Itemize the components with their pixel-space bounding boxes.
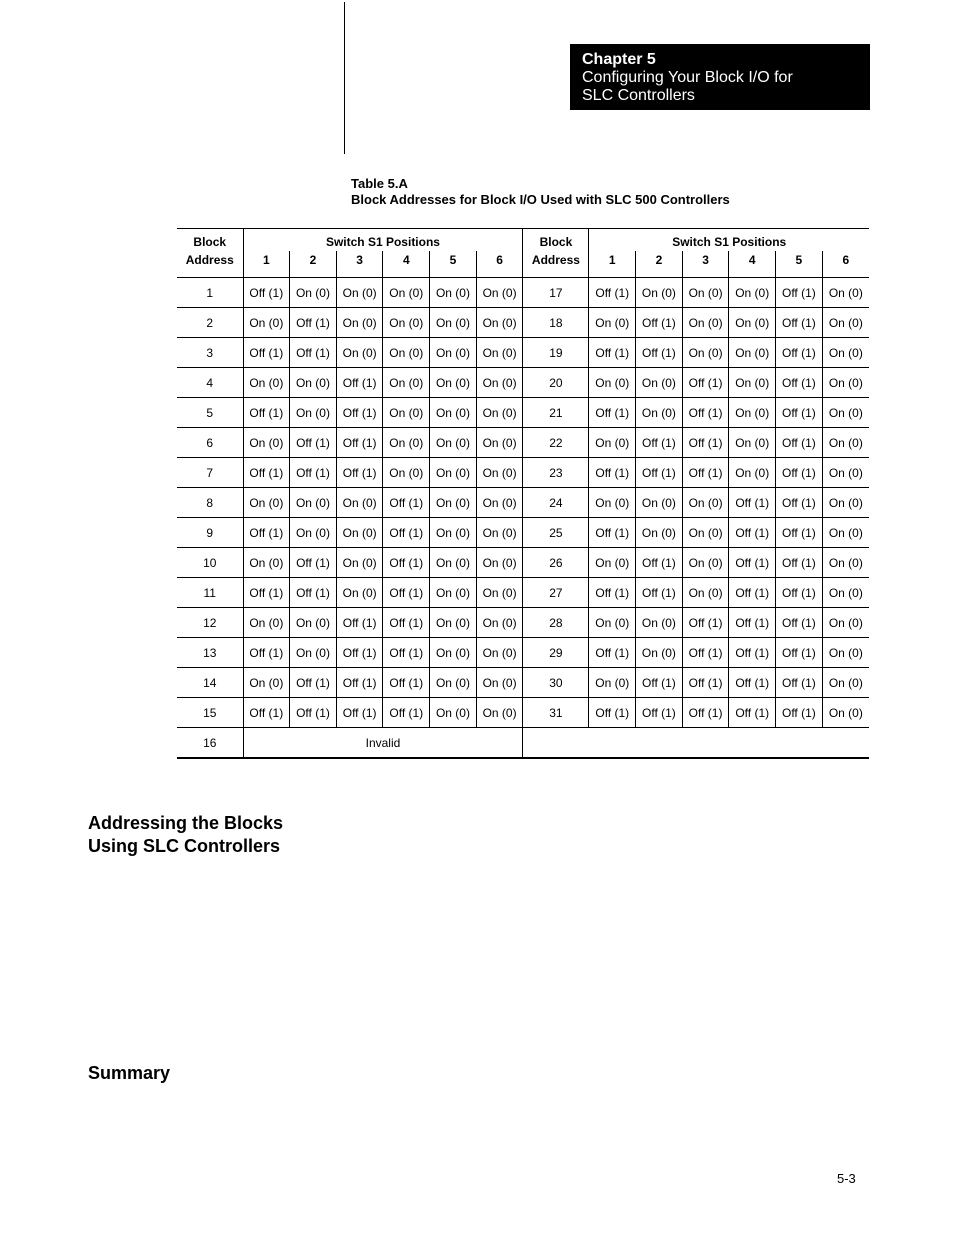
table-row <box>177 728 869 759</box>
switch-position-cell: On (0) <box>430 698 477 728</box>
switch-position-cell: On (0) <box>729 428 776 458</box>
switch-position-cell: Off (1) <box>729 608 776 638</box>
switch-position-cell: On (0) <box>430 638 477 668</box>
table-row <box>177 338 869 368</box>
header-switch-positions: Switch S1 Positions <box>589 229 869 252</box>
switch-position-cell: On (0) <box>430 338 477 368</box>
switch-position-cell: Off (1) <box>383 608 430 638</box>
position-header: 2 <box>636 251 683 278</box>
block-address-cell: 17 <box>523 278 589 308</box>
switch-position-cell: On (0) <box>682 548 729 578</box>
switch-position-cell: Off (1) <box>589 638 636 668</box>
switch-position-cell: On (0) <box>290 368 337 398</box>
chapter-label: Chapter 5 <box>582 51 656 68</box>
switch-position-cell: On (0) <box>476 578 523 608</box>
switch-position-cell: Off (1) <box>729 518 776 548</box>
switch-position-cell: On (0) <box>636 518 683 548</box>
block-address-cell: 30 <box>523 668 589 698</box>
switch-position-cell: Off (1) <box>729 638 776 668</box>
empty-cell <box>523 728 869 759</box>
switch-position-cell: On (0) <box>822 368 869 398</box>
switch-position-cell: On (0) <box>822 428 869 458</box>
table-row <box>177 608 869 638</box>
switch-position-cell: On (0) <box>383 278 430 308</box>
table-row <box>177 518 869 548</box>
switch-position-cell: Off (1) <box>336 428 383 458</box>
switch-position-cell: Off (1) <box>729 668 776 698</box>
switch-position-cell: On (0) <box>729 398 776 428</box>
switch-position-cell: Off (1) <box>729 578 776 608</box>
heading-line: Addressing the Blocks <box>88 813 284 833</box>
table-row <box>177 488 869 518</box>
switch-position-cell: Off (1) <box>776 698 823 728</box>
switch-position-cell: Off (1) <box>682 638 729 668</box>
switch-position-cell: On (0) <box>682 278 729 308</box>
block-address-cell: 9 <box>177 518 243 548</box>
block-address-cell: 14 <box>177 668 243 698</box>
switch-position-cell: Off (1) <box>290 698 337 728</box>
switch-position-cell: On (0) <box>476 548 523 578</box>
switch-position-cell: Off (1) <box>729 698 776 728</box>
position-header: 1 <box>243 251 290 278</box>
switch-position-cell: On (0) <box>476 428 523 458</box>
switch-position-cell: Off (1) <box>336 698 383 728</box>
switch-position-cell: On (0) <box>822 608 869 638</box>
switch-position-cell: On (0) <box>476 488 523 518</box>
switch-position-cell: On (0) <box>636 398 683 428</box>
switch-position-cell: Off (1) <box>636 698 683 728</box>
switch-position-cell: On (0) <box>430 428 477 458</box>
chapter-title-line1: Configuring Your Block I/O for <box>582 69 793 86</box>
block-address-cell: 4 <box>177 368 243 398</box>
block-address-cell: 13 <box>177 638 243 668</box>
switch-position-cell: On (0) <box>822 278 869 308</box>
switch-position-cell: On (0) <box>336 578 383 608</box>
block-address-cell: 24 <box>523 488 589 518</box>
block-address-cell: 25 <box>523 518 589 548</box>
switch-position-cell: On (0) <box>383 308 430 338</box>
switch-position-cell: On (0) <box>822 338 869 368</box>
switch-position-cell: Off (1) <box>682 668 729 698</box>
switch-position-cell: Off (1) <box>589 518 636 548</box>
switch-position-cell: Off (1) <box>336 668 383 698</box>
switch-position-cell: On (0) <box>430 518 477 548</box>
switch-position-cell: Off (1) <box>776 668 823 698</box>
switch-position-cell: On (0) <box>822 698 869 728</box>
switch-position-cell: On (0) <box>383 368 430 398</box>
switch-position-cell: Off (1) <box>243 398 290 428</box>
switch-position-cell: Off (1) <box>776 278 823 308</box>
switch-position-cell: On (0) <box>822 638 869 668</box>
switch-position-cell: On (0) <box>336 278 383 308</box>
block-address-cell: 26 <box>523 548 589 578</box>
position-header: 6 <box>476 251 523 278</box>
switch-position-cell: Off (1) <box>290 548 337 578</box>
switch-position-cell: On (0) <box>430 458 477 488</box>
switch-position-cell: On (0) <box>336 308 383 338</box>
switch-position-cell: Off (1) <box>636 338 683 368</box>
block-address-cell: 29 <box>523 638 589 668</box>
switch-position-cell: Off (1) <box>336 458 383 488</box>
switch-position-cell: Off (1) <box>383 638 430 668</box>
switch-position-cell: Off (1) <box>682 698 729 728</box>
switch-position-cell: On (0) <box>822 458 869 488</box>
switch-position-cell: Off (1) <box>776 518 823 548</box>
switch-position-cell: On (0) <box>336 548 383 578</box>
position-header: 2 <box>290 251 337 278</box>
switch-position-cell: On (0) <box>290 488 337 518</box>
block-address-cell: 12 <box>177 608 243 638</box>
switch-position-cell: On (0) <box>729 278 776 308</box>
block-address-cell: 6 <box>177 428 243 458</box>
table-row <box>177 668 869 698</box>
switch-position-cell: Off (1) <box>776 398 823 428</box>
block-address-cell: 8 <box>177 488 243 518</box>
switch-position-cell: On (0) <box>589 428 636 458</box>
switch-position-cell: On (0) <box>430 308 477 338</box>
position-header: 5 <box>430 251 477 278</box>
block-address-cell: 23 <box>523 458 589 488</box>
switch-position-cell: Off (1) <box>589 698 636 728</box>
switch-position-cell: Off (1) <box>682 458 729 488</box>
switch-position-cell: Off (1) <box>776 578 823 608</box>
switch-position-cell: On (0) <box>476 338 523 368</box>
position-header: 4 <box>729 251 776 278</box>
switch-position-cell: On (0) <box>243 548 290 578</box>
switch-position-cell: On (0) <box>682 308 729 338</box>
switch-position-cell: On (0) <box>682 338 729 368</box>
switch-position-cell: On (0) <box>243 668 290 698</box>
switch-position-cell: On (0) <box>636 488 683 518</box>
switch-position-cell: On (0) <box>430 578 477 608</box>
switch-position-cell: On (0) <box>243 428 290 458</box>
invalid-cell: Invalid <box>243 728 523 759</box>
switch-position-cell: Off (1) <box>776 428 823 458</box>
section-heading-addressing <box>88 812 283 858</box>
switch-position-cell: On (0) <box>290 518 337 548</box>
switch-position-cell: Off (1) <box>682 398 729 428</box>
position-header: 5 <box>776 251 823 278</box>
switch-position-cell: Off (1) <box>776 638 823 668</box>
switch-position-cell: On (0) <box>290 278 337 308</box>
block-address-cell: 22 <box>523 428 589 458</box>
switch-position-cell: Off (1) <box>776 458 823 488</box>
switch-position-cell: Off (1) <box>636 308 683 338</box>
block-address-cell: 5 <box>177 398 243 428</box>
switch-position-cell: Off (1) <box>776 308 823 338</box>
switch-position-cell: On (0) <box>476 608 523 638</box>
header-block: Block <box>523 229 589 252</box>
switch-position-cell: On (0) <box>290 608 337 638</box>
switch-position-cell: On (0) <box>430 548 477 578</box>
switch-position-cell: Off (1) <box>383 548 430 578</box>
switch-position-cell: Off (1) <box>290 458 337 488</box>
switch-position-cell: On (0) <box>243 488 290 518</box>
table-row <box>177 428 869 458</box>
switch-position-cell: On (0) <box>729 338 776 368</box>
switch-position-cell: On (0) <box>476 368 523 398</box>
switch-position-cell: Off (1) <box>589 578 636 608</box>
header-block: Block <box>193 235 227 249</box>
switch-position-cell: Off (1) <box>589 338 636 368</box>
table-row <box>177 578 869 608</box>
switch-position-cell: On (0) <box>476 308 523 338</box>
switch-position-cell: On (0) <box>589 368 636 398</box>
switch-position-cell: Off (1) <box>682 608 729 638</box>
switch-position-cell: Off (1) <box>290 578 337 608</box>
switch-position-cell: Off (1) <box>336 368 383 398</box>
block-address-cell: 28 <box>523 608 589 638</box>
switch-position-cell: Off (1) <box>776 338 823 368</box>
table-row <box>177 368 869 398</box>
switch-position-cell: Off (1) <box>290 338 337 368</box>
switch-position-cell: On (0) <box>430 488 477 518</box>
switch-position-cell: On (0) <box>476 638 523 668</box>
chapter-header <box>570 44 870 110</box>
switch-position-cell: On (0) <box>290 398 337 428</box>
switch-position-cell: On (0) <box>430 368 477 398</box>
table-row <box>177 398 869 428</box>
switch-position-cell: Off (1) <box>776 368 823 398</box>
block-address-cell: 21 <box>523 398 589 428</box>
table-row <box>177 698 869 728</box>
switch-position-cell: On (0) <box>682 488 729 518</box>
switch-position-cell: Off (1) <box>243 578 290 608</box>
switch-position-cell: On (0) <box>336 338 383 368</box>
switch-position-cell: Off (1) <box>336 638 383 668</box>
switch-position-cell: Off (1) <box>383 518 430 548</box>
switch-position-cell: Off (1) <box>636 548 683 578</box>
switch-position-cell: On (0) <box>822 578 869 608</box>
switch-position-cell: On (0) <box>476 278 523 308</box>
page-number: 5-3 <box>837 1171 856 1186</box>
block-address-cell: 11 <box>177 578 243 608</box>
switch-position-cell: On (0) <box>476 698 523 728</box>
switch-position-cell: Off (1) <box>682 368 729 398</box>
switch-position-cell: Off (1) <box>636 578 683 608</box>
table-title: Block Addresses for Block I/O Used with SLC 500 Controllers <box>351 192 730 207</box>
block-address-cell: 27 <box>523 578 589 608</box>
table-row <box>177 278 869 308</box>
switch-position-cell: On (0) <box>682 518 729 548</box>
block-address-cell: 31 <box>523 698 589 728</box>
block-address-cell: 19 <box>523 338 589 368</box>
switch-position-cell: On (0) <box>476 398 523 428</box>
switch-position-cell: Off (1) <box>243 338 290 368</box>
switch-position-cell: On (0) <box>682 578 729 608</box>
table-row <box>177 548 869 578</box>
switch-position-cell: On (0) <box>290 638 337 668</box>
block-address-cell: 15 <box>177 698 243 728</box>
switch-position-cell: Off (1) <box>776 488 823 518</box>
switch-position-cell: Off (1) <box>383 668 430 698</box>
switch-position-cell: On (0) <box>636 638 683 668</box>
switch-position-cell: On (0) <box>729 458 776 488</box>
switch-position-cell: On (0) <box>822 668 869 698</box>
switch-position-cell: Off (1) <box>729 548 776 578</box>
switch-position-cell: Off (1) <box>589 278 636 308</box>
switch-position-cell: On (0) <box>430 398 477 428</box>
switch-position-cell: On (0) <box>430 278 477 308</box>
table-number: Table 5.A <box>351 176 408 191</box>
block-address-cell: 20 <box>523 368 589 398</box>
switch-position-cell: Off (1) <box>243 458 290 488</box>
switch-position-cell: On (0) <box>243 368 290 398</box>
table-row <box>177 638 869 668</box>
chapter-title-line2: SLC Controllers <box>582 87 695 104</box>
switch-position-cell: Off (1) <box>589 458 636 488</box>
switch-position-cell: On (0) <box>729 368 776 398</box>
switch-position-cell: On (0) <box>476 458 523 488</box>
position-header: 3 <box>336 251 383 278</box>
switch-position-cell: Off (1) <box>243 698 290 728</box>
block-address-cell: 18 <box>523 308 589 338</box>
header-switch-positions: Switch S1 Positions <box>243 229 523 252</box>
switch-position-cell: On (0) <box>822 518 869 548</box>
switch-position-cell: On (0) <box>636 608 683 638</box>
block-address-table <box>177 228 869 759</box>
switch-position-cell: On (0) <box>589 308 636 338</box>
switch-position-cell: Off (1) <box>636 428 683 458</box>
switch-position-cell: On (0) <box>636 368 683 398</box>
switch-position-cell: On (0) <box>243 308 290 338</box>
switch-position-cell: Off (1) <box>589 398 636 428</box>
switch-position-cell: Off (1) <box>729 488 776 518</box>
switch-position-cell: Off (1) <box>336 398 383 428</box>
switch-position-cell: On (0) <box>476 518 523 548</box>
block-address-cell: 1 <box>177 278 243 308</box>
switch-position-cell: Off (1) <box>776 608 823 638</box>
switch-position-cell: On (0) <box>336 518 383 548</box>
switch-position-cell: On (0) <box>336 488 383 518</box>
switch-position-cell: On (0) <box>589 668 636 698</box>
switch-position-cell: On (0) <box>430 608 477 638</box>
block-address-cell: 7 <box>177 458 243 488</box>
position-header: 3 <box>682 251 729 278</box>
table-body <box>177 278 869 759</box>
position-header: 4 <box>383 251 430 278</box>
switch-position-cell: On (0) <box>822 308 869 338</box>
switch-position-cell: On (0) <box>430 668 477 698</box>
switch-position-cell: On (0) <box>729 308 776 338</box>
block-address-cell: 16 <box>177 728 243 759</box>
switch-position-cell: Off (1) <box>243 518 290 548</box>
block-address-cell: 2 <box>177 308 243 338</box>
block-address-cell: 10 <box>177 548 243 578</box>
switch-position-cell: Off (1) <box>383 578 430 608</box>
switch-position-cell: On (0) <box>383 338 430 368</box>
header-address: Address <box>523 251 589 278</box>
switch-position-cell: On (0) <box>383 398 430 428</box>
switch-position-cell: Off (1) <box>636 668 683 698</box>
switch-position-cell: Off (1) <box>383 488 430 518</box>
switch-position-cell: Off (1) <box>290 668 337 698</box>
switch-position-cell: On (0) <box>589 488 636 518</box>
table-row <box>177 458 869 488</box>
switch-position-cell: Off (1) <box>243 638 290 668</box>
switch-position-cell: On (0) <box>383 458 430 488</box>
switch-position-cell: Off (1) <box>243 278 290 308</box>
switch-position-cell: Off (1) <box>336 608 383 638</box>
header-address: Address <box>177 251 243 278</box>
heading-line: Using SLC Controllers <box>88 836 281 856</box>
position-header: 1 <box>589 251 636 278</box>
switch-position-cell: Off (1) <box>636 458 683 488</box>
table-row <box>177 308 869 338</box>
position-header: 6 <box>822 251 869 278</box>
switch-position-cell: Off (1) <box>776 548 823 578</box>
switch-position-cell: On (0) <box>589 608 636 638</box>
switch-position-cell: On (0) <box>589 548 636 578</box>
switch-position-cell: Off (1) <box>290 428 337 458</box>
block-address-cell: 3 <box>177 338 243 368</box>
switch-position-cell: Off (1) <box>290 308 337 338</box>
switch-position-cell: Off (1) <box>383 698 430 728</box>
switch-position-cell: On (0) <box>243 608 290 638</box>
margin-rule <box>344 2 345 154</box>
table-caption <box>351 176 730 208</box>
switch-position-cell: On (0) <box>383 428 430 458</box>
switch-position-cell: Off (1) <box>682 428 729 458</box>
section-heading-summary: Summary <box>88 1063 171 1083</box>
switch-position-cell: On (0) <box>822 548 869 578</box>
switch-position-cell: On (0) <box>822 488 869 518</box>
switch-position-cell: On (0) <box>636 278 683 308</box>
switch-position-cell: On (0) <box>822 398 869 428</box>
switch-position-cell: On (0) <box>476 668 523 698</box>
